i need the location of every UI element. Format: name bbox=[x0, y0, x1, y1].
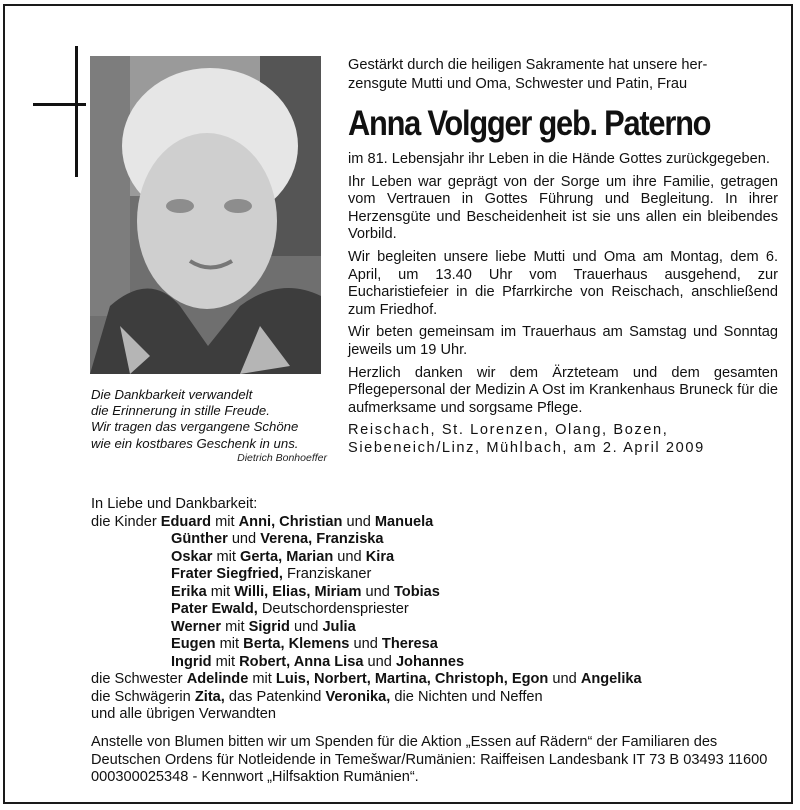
quote-author: Dietrich Bonhoeffer bbox=[237, 452, 327, 464]
name-text: Angelika bbox=[580, 671, 642, 687]
name-text: Günther bbox=[171, 531, 228, 547]
name-text: Berta, Klemens bbox=[243, 636, 350, 652]
mourners-list bbox=[91, 496, 781, 724]
cross-icon bbox=[75, 46, 78, 177]
connector-text: mit bbox=[211, 513, 239, 530]
connector-text: und bbox=[342, 513, 375, 530]
connector-text: mit bbox=[221, 618, 249, 635]
child-entry bbox=[91, 654, 781, 672]
connector-text: und bbox=[227, 531, 261, 547]
connector-text: und bbox=[363, 653, 396, 670]
name-text: Robert, Anna Lisa bbox=[239, 653, 364, 670]
announcement-column bbox=[348, 56, 778, 458]
connector-text: und bbox=[289, 618, 323, 635]
quote-line: Die Dankbarkeit verwandelt bbox=[91, 387, 253, 402]
connector-text: und bbox=[548, 671, 581, 687]
connector-text: und bbox=[361, 583, 394, 600]
name-text: Gerta, Marian bbox=[239, 548, 334, 565]
name-text: Sigrid bbox=[248, 618, 290, 635]
child-entry bbox=[91, 566, 781, 584]
connector-text: und bbox=[349, 636, 382, 652]
name-text: Verena, Franziska bbox=[260, 531, 384, 547]
sister-entry bbox=[91, 671, 781, 689]
name-text: Zita, bbox=[194, 688, 225, 705]
name-text: Pater Ewald, bbox=[171, 601, 258, 617]
name-text: Manuela bbox=[374, 513, 434, 530]
name-text: Willi, Elias, Miriam bbox=[234, 583, 362, 600]
connector-text: die Schwägerin bbox=[91, 688, 195, 705]
child-entry bbox=[91, 584, 781, 602]
quote-line: die Erinnerung in stille Freude. bbox=[91, 403, 270, 419]
children-row-first bbox=[91, 514, 781, 532]
connector-text: mit bbox=[206, 583, 235, 600]
obituary-frame bbox=[3, 4, 793, 804]
connector-text: mit bbox=[211, 653, 240, 670]
child-entry bbox=[91, 531, 781, 549]
name-text: Luis, Norbert, Martina, Christoph, Egon bbox=[275, 671, 549, 687]
name-text: Oskar bbox=[171, 548, 213, 565]
intro-line: Gestärkt durch die heiligen Sakramente hat unsere her- bbox=[348, 57, 708, 73]
connector-text: mit bbox=[215, 636, 244, 652]
connector-text: Deutschordenspriester bbox=[257, 601, 409, 617]
name-text: Johannes bbox=[395, 653, 465, 670]
connector-text: mit bbox=[248, 671, 276, 687]
paragraph-prayer: Wir beten gemeinsam im Trauerhaus am Samstag und Sonntag jeweils um 19 Uhr. bbox=[348, 324, 778, 358]
name-text: Erika bbox=[171, 583, 207, 600]
name-text: Eduard bbox=[160, 513, 212, 530]
paragraph-funeral: Wir begleiten unsere liebe Mutti und Oma am Montag, dem 6. April, um 13.40 Uhr vom Trauerhaus ausgehend, zur Eucharistiefeier in die Pfarrkirche von Reischach, anschließend zum Friedhof. bbox=[348, 248, 778, 318]
intro-text bbox=[348, 56, 778, 94]
connector-text: die Schwester bbox=[91, 671, 187, 687]
name-text: Theresa bbox=[381, 636, 438, 652]
name-text: Eugen bbox=[171, 636, 216, 652]
child-entry bbox=[91, 601, 781, 619]
donation-note: Anstelle von Blumen bitten wir um Spenden für die Aktion „Essen auf Rädern“ der Familiaren des Deutschen Ordens für Notleidende in Temešwar/Rumänien: Raiffeisen Landesbank IT 73 B 03493 11600 000300025348 - Kennwort „Hilfsaktion Rumänien“. bbox=[91, 734, 768, 786]
others-entry: und alle übrigen Verwandten bbox=[91, 706, 276, 722]
name-text: Ingrid bbox=[171, 653, 212, 670]
connector-text: und bbox=[333, 548, 366, 565]
mourners-opening: In Liebe und Dankbarkeit: bbox=[91, 496, 258, 512]
name-text: Julia bbox=[322, 618, 356, 635]
name-text: Adelinde bbox=[186, 671, 249, 687]
name-text: Tobias bbox=[393, 583, 440, 600]
portrait-photo bbox=[90, 56, 321, 374]
children-label: die Kinder bbox=[91, 513, 157, 530]
paragraph-thanks: Herzlich danken wir dem Ärzteteam und dem gesamten Pflegepersonal der Medizin A Ost im Krankenhaus Bruneck für die aufmerksame und sorgsame Pflege. bbox=[348, 364, 778, 416]
inlaw-entry bbox=[91, 689, 781, 707]
places-date bbox=[348, 422, 778, 457]
name-text: Kira bbox=[365, 548, 395, 565]
connector-text: mit bbox=[212, 548, 240, 565]
child-entry bbox=[91, 636, 781, 654]
places-line: Siebeneich/Linz, Mühlbach, am 2. April 2009 bbox=[348, 439, 705, 456]
places-line: Reischach, St. Lorenzen, Olang, Bozen, bbox=[348, 422, 669, 439]
deceased-name: Anna Volgger geb. Paterno bbox=[348, 104, 711, 143]
name-text: Frater Siegfried, bbox=[171, 566, 283, 582]
intro-line: zensgute Mutti und Oma, Schwester und Patin, Frau bbox=[348, 76, 688, 92]
cross-icon-bar bbox=[33, 103, 86, 106]
quote-line: Wir tragen das vergangene Schöne bbox=[91, 419, 299, 435]
quote-line: wie ein kostbares Geschenk in uns. bbox=[91, 435, 299, 451]
name-text: Anni, Christian bbox=[238, 513, 343, 530]
connector-text: Franziskaner bbox=[282, 566, 372, 582]
paragraph-life-end: im 81. Lebensjahr ihr Leben in die Hände Gottes zurückgegeben. bbox=[348, 151, 770, 167]
connector-text: das Patenkind bbox=[224, 688, 326, 705]
child-entry bbox=[91, 549, 781, 567]
connector-text: die Nichten und Neffen bbox=[390, 688, 543, 705]
child-entry bbox=[161, 514, 434, 530]
name-text: Veronika, bbox=[325, 688, 391, 705]
child-entry bbox=[91, 619, 781, 637]
quote-block bbox=[91, 387, 329, 452]
paragraph-life: Ihr Leben war geprägt von der Sorge um ihre Familie, getragen vom Vertrauen in Gottes Führung und Begleitung. In ihrer Herzensgüte und Bescheidenheit ist sie uns allen ein bleibendes Vorbild. bbox=[348, 173, 778, 243]
name-text: Werner bbox=[171, 618, 222, 635]
